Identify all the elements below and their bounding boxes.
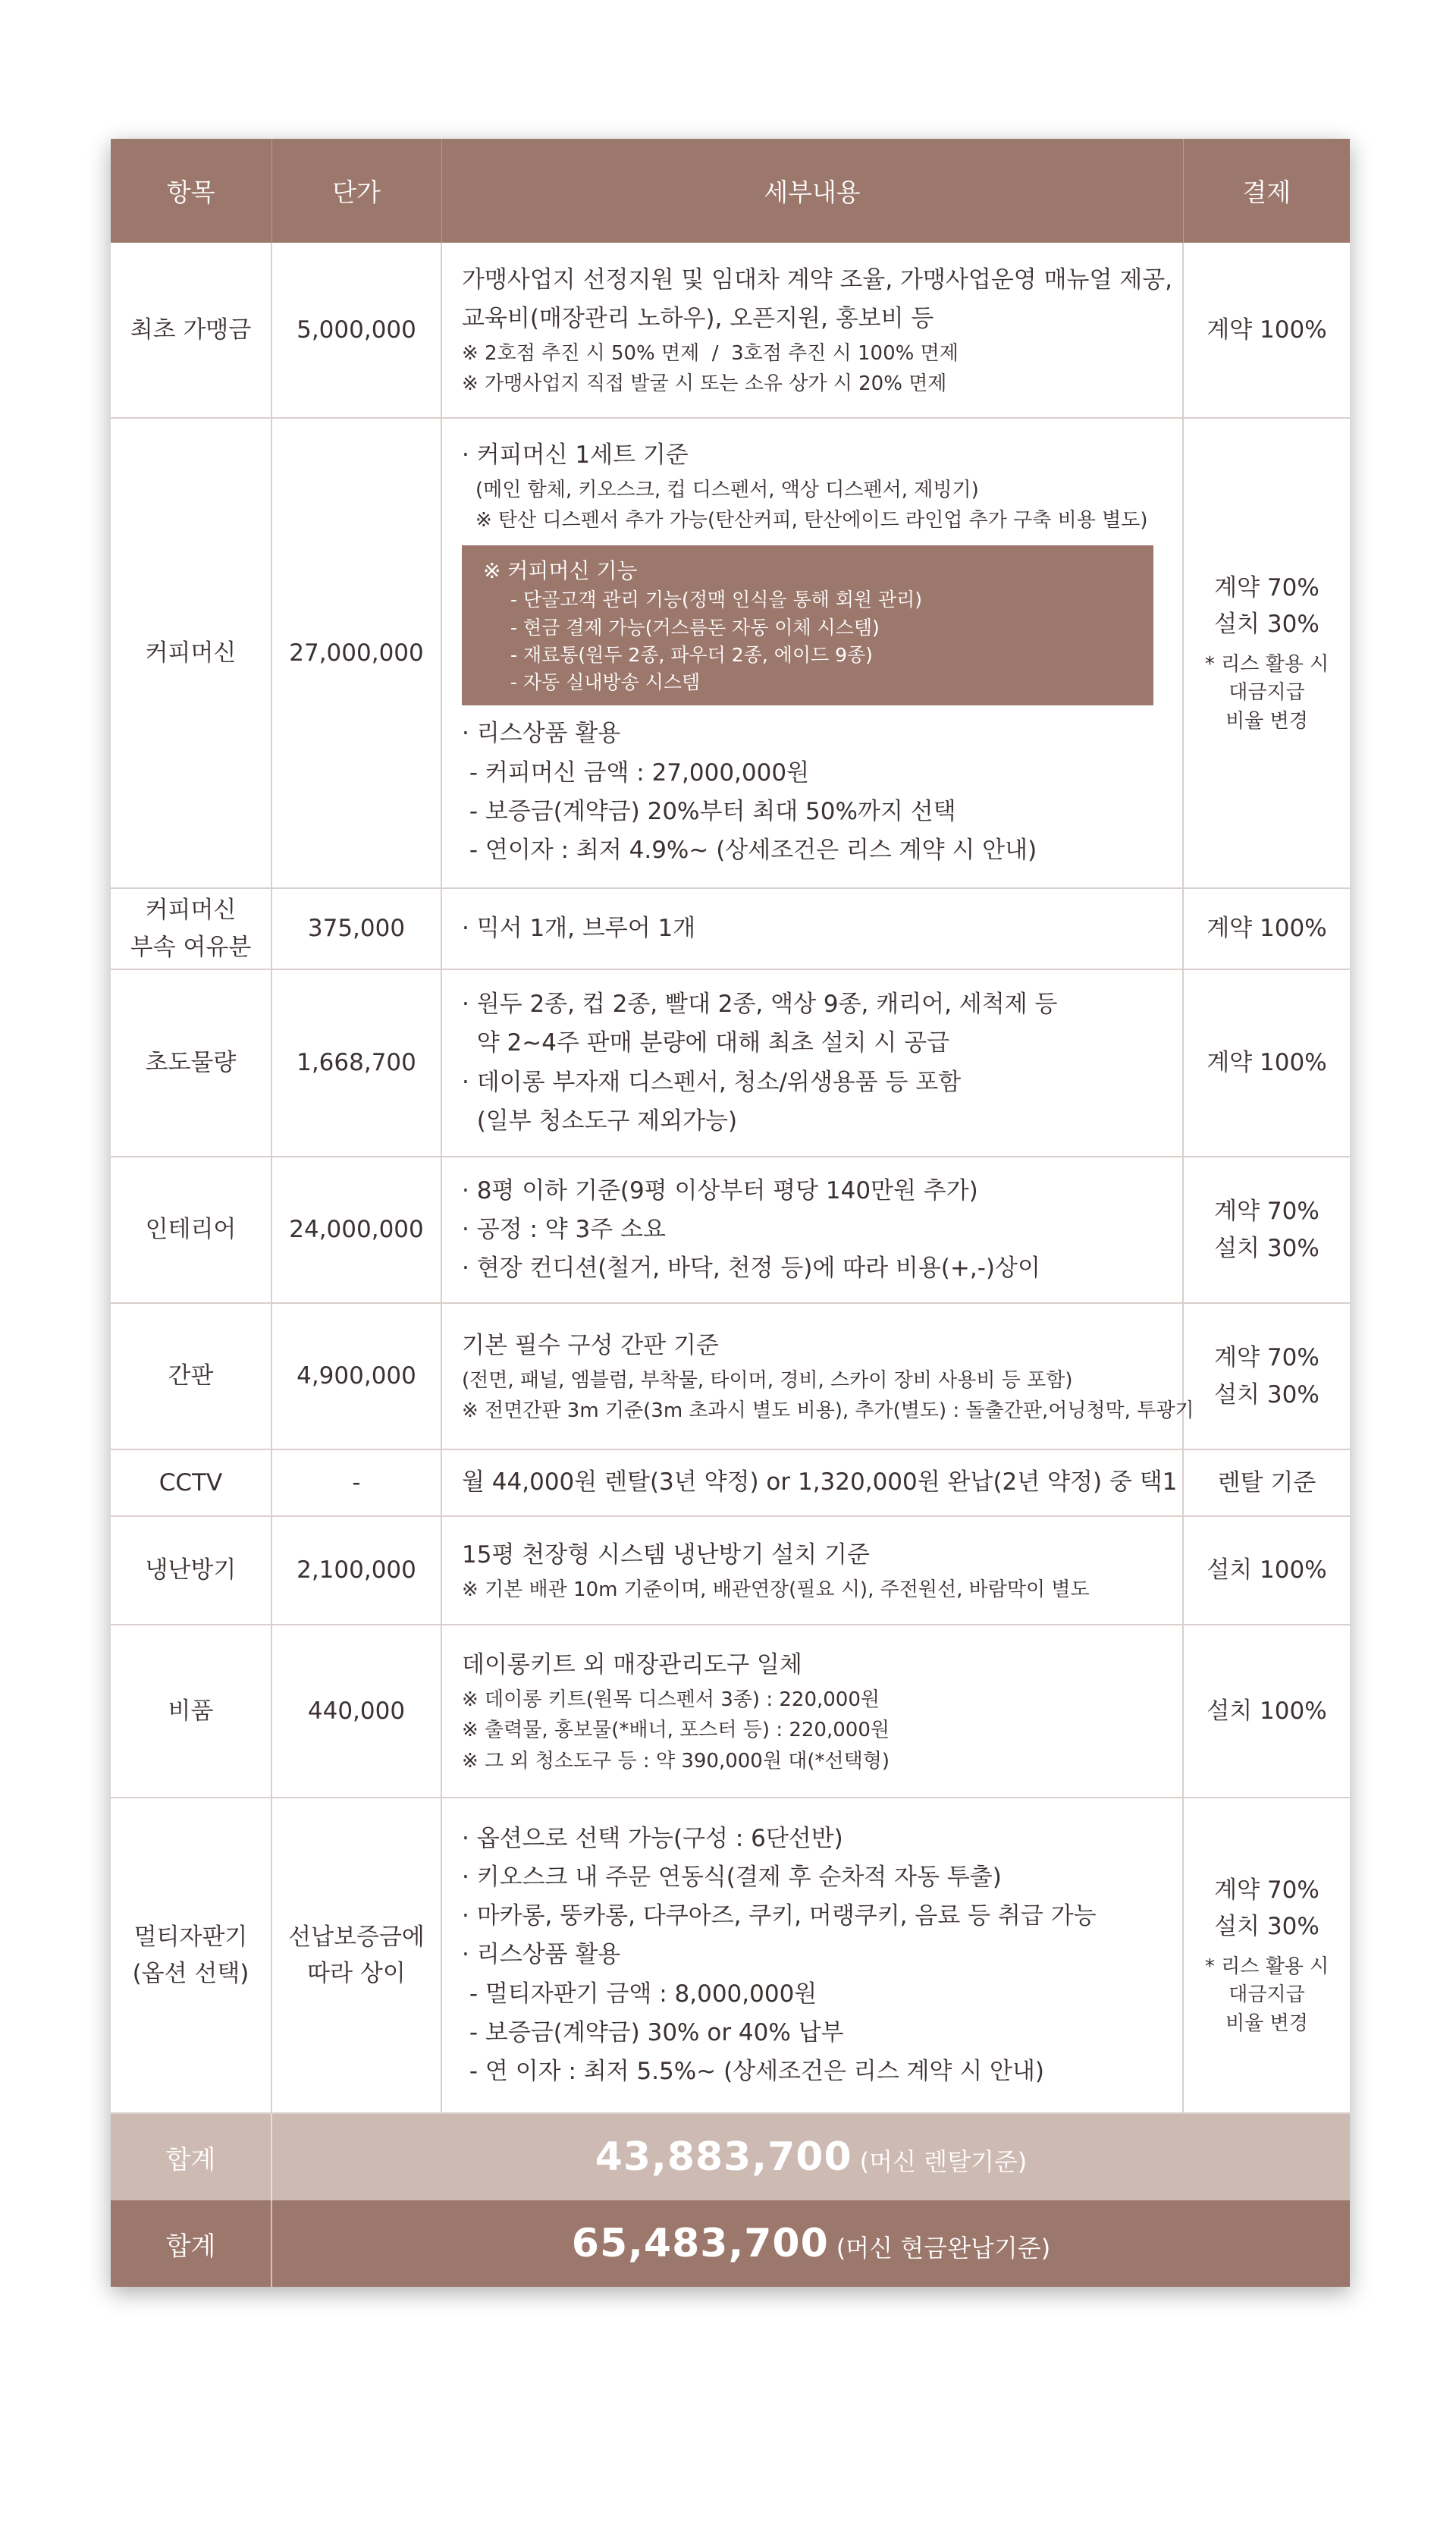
cell-line: 설치 30% bbox=[1214, 1380, 1320, 1408]
cell-line: 375,000 bbox=[307, 915, 406, 943]
detail-line: ※ 출력물, 홍보물(*배너, 포스터 등) : 220,000원 bbox=[462, 1719, 890, 1742]
total-label: 합계 bbox=[111, 2200, 271, 2287]
payment-cell bbox=[1183, 1516, 1350, 1625]
feature-item: - 단골고객 관리 기능(정맥 인식을 통해 회원 관리) bbox=[510, 589, 923, 611]
detail-cell bbox=[441, 1798, 1183, 2113]
cell-line: 커피머신 bbox=[145, 639, 237, 667]
cell-line: 2,100,000 bbox=[297, 1556, 416, 1584]
detail-line: 월 44,000원 렌탈(3년 약정) or 1,320,000원 완납(2년 약정) 중 택1 bbox=[462, 1468, 1178, 1496]
cell-line: 계약 100% bbox=[1207, 915, 1327, 943]
detail-cell bbox=[441, 418, 1183, 888]
cell-line: 계약 100% bbox=[1207, 316, 1327, 344]
unit-price-cell bbox=[271, 1625, 441, 1798]
detail-line: · 커피머신 1세트 기준 bbox=[462, 441, 689, 469]
detail-line: · 현장 컨디션(철거, 바닥, 천정 등)에 따라 비용(+,-)상이 bbox=[462, 1255, 1040, 1283]
detail-line: - 멀티자판기 금액 : 8,000,000원 bbox=[462, 1980, 817, 2008]
detail-line: 15평 천장형 시스템 냉난방기 설치 기준 bbox=[462, 1540, 870, 1569]
item-name-cell bbox=[111, 243, 271, 418]
item-name-cell bbox=[111, 1303, 271, 1449]
payment-cell bbox=[1183, 418, 1350, 888]
cell-line: 설치 30% bbox=[1214, 611, 1320, 639]
payment-cell bbox=[1183, 1157, 1350, 1303]
detail-line: 가맹사업지 선정지원 및 임대차 계약 조율, 가맹사업운영 매뉴얼 제공, bbox=[462, 265, 1173, 294]
unit-price-cell bbox=[271, 969, 441, 1157]
cell-line: - bbox=[352, 1468, 361, 1496]
total-amount: 43,883,700 bbox=[595, 2134, 852, 2180]
unit-price-cell bbox=[271, 1157, 441, 1303]
detail-line: · 옵션으로 선택 가능(구성 : 6단선반) bbox=[462, 1825, 843, 1852]
total-note: (머신 현금완납기준) bbox=[836, 2234, 1051, 2263]
detail-cell bbox=[441, 243, 1183, 418]
table-body bbox=[111, 243, 1350, 2113]
table-row bbox=[111, 888, 1350, 969]
payment-cell bbox=[1183, 1798, 1350, 2113]
unit-price-cell bbox=[271, 1798, 441, 2113]
feature-item: - 재료통(원두 2종, 파우더 2종, 에이드 9종) bbox=[510, 643, 873, 666]
detail-cell bbox=[441, 1516, 1183, 1625]
cell-line: 설치 30% bbox=[1214, 1913, 1320, 1941]
detail-line: ※ 2호점 추진 시 50% 면제 / 3호점 추진 시 100% 면제 bbox=[462, 341, 959, 365]
detail-line: - 연 이자 : 최저 5.5%~ (상세조건은 리스 계약 시 안내) bbox=[462, 2057, 1045, 2085]
item-name-cell bbox=[111, 1798, 271, 2113]
table-row bbox=[111, 1449, 1350, 1516]
payment-cell bbox=[1183, 888, 1350, 969]
detail-line: - 연이자 : 최저 4.9%~ (상세조건은 리스 계약 시 안내) bbox=[462, 836, 1037, 864]
machine-features-box bbox=[462, 545, 1153, 706]
payment-cell bbox=[1183, 1449, 1350, 1516]
total-row-cash bbox=[111, 2200, 1350, 2287]
detail-line: · 리스상품 활용 bbox=[462, 1941, 621, 1969]
item-name-cell bbox=[111, 1157, 271, 1303]
cell-line: 계약 70% bbox=[1214, 1344, 1320, 1372]
unit-price-cell bbox=[271, 1303, 441, 1449]
detail-cell bbox=[441, 969, 1183, 1157]
cell-line: 계약 70% bbox=[1214, 1198, 1320, 1226]
item-name-cell bbox=[111, 418, 271, 888]
cell-line: 멀티자판기 bbox=[133, 1923, 248, 1951]
cell-line: 인테리어 bbox=[145, 1216, 237, 1244]
cell-line: 1,668,700 bbox=[297, 1049, 416, 1077]
table-row bbox=[111, 1157, 1350, 1303]
detail-cell bbox=[441, 1303, 1194, 1449]
cell-line: 초도물량 bbox=[145, 1049, 237, 1077]
table-row bbox=[111, 969, 1350, 1157]
detail-line: (일부 청소도구 제외가능) bbox=[462, 1107, 738, 1135]
detail-line: ※ 전면간판 3m 기준(3m 초과시 별도 비용), 추가(별도) : 돌출간판,어닝청막, 투광기 bbox=[462, 1399, 1194, 1423]
total-label: 합계 bbox=[111, 2113, 271, 2200]
cell-line: 27,000,000 bbox=[289, 639, 424, 667]
payment-note: * 리스 활용 시 bbox=[1204, 1955, 1329, 1978]
table-row bbox=[111, 243, 1350, 418]
table-header-row bbox=[111, 139, 1350, 243]
cell-line: 비품 bbox=[168, 1697, 214, 1725]
detail-line: ※ 그 외 청소도구 등 : 약 390,000원 대(*선택형) bbox=[462, 1749, 890, 1773]
unit-price-cell bbox=[271, 1516, 441, 1625]
cell-line: 설치 30% bbox=[1214, 1234, 1320, 1262]
detail-cell bbox=[441, 1625, 1183, 1798]
detail-line: · 데이롱 부자재 디스펜서, 청소/위생용품 등 포함 bbox=[462, 1068, 962, 1096]
detail-cell bbox=[441, 888, 1183, 969]
cell-line: 선납보증금에 bbox=[288, 1923, 425, 1951]
total-note: (머신 렌탈기준) bbox=[859, 2147, 1028, 2176]
cell-line: 따라 상이 bbox=[307, 1960, 406, 1987]
unit-price-cell bbox=[271, 888, 441, 969]
cell-line: CCTV bbox=[158, 1468, 223, 1496]
table-row bbox=[111, 1625, 1350, 1798]
unit-price-cell bbox=[271, 418, 441, 888]
detail-line: - 커피머신 금액 : 27,000,000원 bbox=[462, 758, 810, 787]
price-table-card bbox=[111, 139, 1350, 2287]
item-name-cell bbox=[111, 1449, 271, 1516]
payment-cell bbox=[1183, 1625, 1350, 1798]
cell-line: 최초 가맹금 bbox=[130, 316, 252, 344]
cell-line: 440,000 bbox=[307, 1697, 406, 1725]
header-detail: 세부내용 bbox=[441, 139, 1183, 243]
franchise-cost-table bbox=[111, 139, 1350, 2287]
detail-line: · 리스상품 활용 bbox=[462, 720, 621, 748]
item-name-cell bbox=[111, 1516, 271, 1625]
item-name-cell bbox=[111, 969, 271, 1157]
detail-line: - 보증금(계약금) 20%부터 최대 50%까지 선택 bbox=[462, 797, 956, 825]
cell-line: 냉난방기 bbox=[145, 1556, 237, 1584]
feature-item: - 현금 결제 가능(거스름돈 자동 이체 시스템) bbox=[510, 616, 880, 639]
detail-line: (전면, 패널, 엠블럼, 부착물, 타이머, 경비, 스카이 장비 사용비 등 포함) bbox=[462, 1368, 1073, 1392]
payment-note: 비율 변경 bbox=[1225, 709, 1308, 733]
detail-line: ※ 가맹사업지 직접 발굴 시 또는 소유 상가 시 20% 면제 bbox=[462, 372, 947, 396]
header-price: 단가 bbox=[271, 139, 441, 243]
payment-note: 대금지급 bbox=[1228, 1983, 1305, 2007]
detail-line: 교육비(매장관리 노하우), 오픈지원, 홍보비 등 bbox=[462, 304, 934, 332]
detail-cell bbox=[441, 1157, 1183, 1303]
detail-line: · 원두 2종, 컵 2종, 빨대 2종, 액상 9종, 캐리어, 세척제 등 bbox=[462, 991, 1058, 1019]
cell-line: 렌탈 기준 bbox=[1217, 1468, 1316, 1496]
detail-line: · 마카롱, 뚱카롱, 다쿠아즈, 쿠키, 머랭쿠키, 음료 등 취급 가능 bbox=[462, 1902, 1097, 1930]
total-value bbox=[271, 2200, 1350, 2287]
detail-line: · 믹서 1개, 브루어 1개 bbox=[462, 914, 696, 942]
header-payment: 결제 bbox=[1183, 139, 1350, 243]
payment-cell bbox=[1183, 969, 1350, 1157]
detail-line: 데이롱키트 외 매장관리도구 일체 bbox=[462, 1650, 802, 1679]
detail-line: - 보증금(계약금) 30% or 40% 납부 bbox=[462, 2018, 844, 2046]
features-title: ※ 커피머신 기능 bbox=[483, 557, 638, 583]
table-row bbox=[111, 1303, 1350, 1449]
detail-line: 기본 필수 구성 간판 기준 bbox=[462, 1331, 719, 1359]
detail-line: ※ 탄산 디스펜서 추가 가능(탄산커피, 탄산에이드 라인업 추가 구축 비용 별도) bbox=[475, 509, 1148, 532]
payment-note: 대금지급 bbox=[1228, 681, 1305, 705]
table-row bbox=[111, 1516, 1350, 1625]
cell-line: 5,000,000 bbox=[297, 316, 416, 344]
cell-line: 계약 70% bbox=[1214, 574, 1320, 602]
cell-line: 설치 100% bbox=[1207, 1556, 1327, 1584]
table-row bbox=[111, 418, 1350, 888]
cell-line: 4,900,000 bbox=[297, 1362, 416, 1390]
cell-line: (옵션 선택) bbox=[132, 1960, 249, 1987]
cell-line: 부속 여유분 bbox=[130, 933, 252, 961]
cell-line: 계약 70% bbox=[1214, 1876, 1320, 1905]
detail-cell bbox=[441, 1449, 1183, 1516]
total-value bbox=[271, 2113, 1350, 2200]
unit-price-cell bbox=[271, 243, 441, 418]
detail-line: ※ 데이롱 키트(원목 디스펜서 3종) : 220,000원 bbox=[462, 1688, 880, 1712]
cell-line: 설치 100% bbox=[1207, 1697, 1327, 1725]
cell-line: 커피머신 bbox=[145, 897, 237, 925]
payment-cell bbox=[1183, 243, 1350, 418]
item-name-cell bbox=[111, 888, 271, 969]
cell-line: 간판 bbox=[168, 1362, 214, 1390]
detail-line: · 8평 이하 기준(9평 이상부터 평당 140만원 추가) bbox=[462, 1176, 978, 1204]
detail-line: (메인 함체, 키오스크, 컵 디스펜서, 액상 디스펜서, 제빙기) bbox=[475, 479, 979, 502]
payment-cell bbox=[1183, 1303, 1350, 1449]
unit-price-cell bbox=[271, 1449, 441, 1516]
cell-line: 계약 100% bbox=[1207, 1049, 1327, 1077]
cell-line: 24,000,000 bbox=[289, 1216, 424, 1244]
detail-line: · 키오스크 내 주문 연동식(결제 후 순차적 자동 투출) bbox=[462, 1864, 1002, 1892]
header-item: 항목 bbox=[111, 139, 271, 243]
item-name-cell bbox=[111, 1625, 271, 1798]
detail-line: 약 2~4주 판매 분량에 대해 최초 설치 시 공급 bbox=[462, 1029, 950, 1057]
detail-line: ※ 기본 배관 10m 기준이며, 배관연장(필요 시), 주전원선, 바람막이 별도 bbox=[462, 1578, 1090, 1601]
payment-note: 비율 변경 bbox=[1225, 2011, 1308, 2035]
total-amount: 65,483,700 bbox=[571, 2221, 829, 2266]
payment-note: * 리스 활용 시 bbox=[1204, 652, 1329, 676]
feature-item: - 자동 실내방송 시스템 bbox=[510, 671, 701, 694]
table-row bbox=[111, 1798, 1350, 2113]
totals-body bbox=[111, 2113, 1350, 2287]
total-row-rental bbox=[111, 2113, 1350, 2200]
detail-line: · 공정 : 약 3주 소요 bbox=[462, 1215, 666, 1243]
